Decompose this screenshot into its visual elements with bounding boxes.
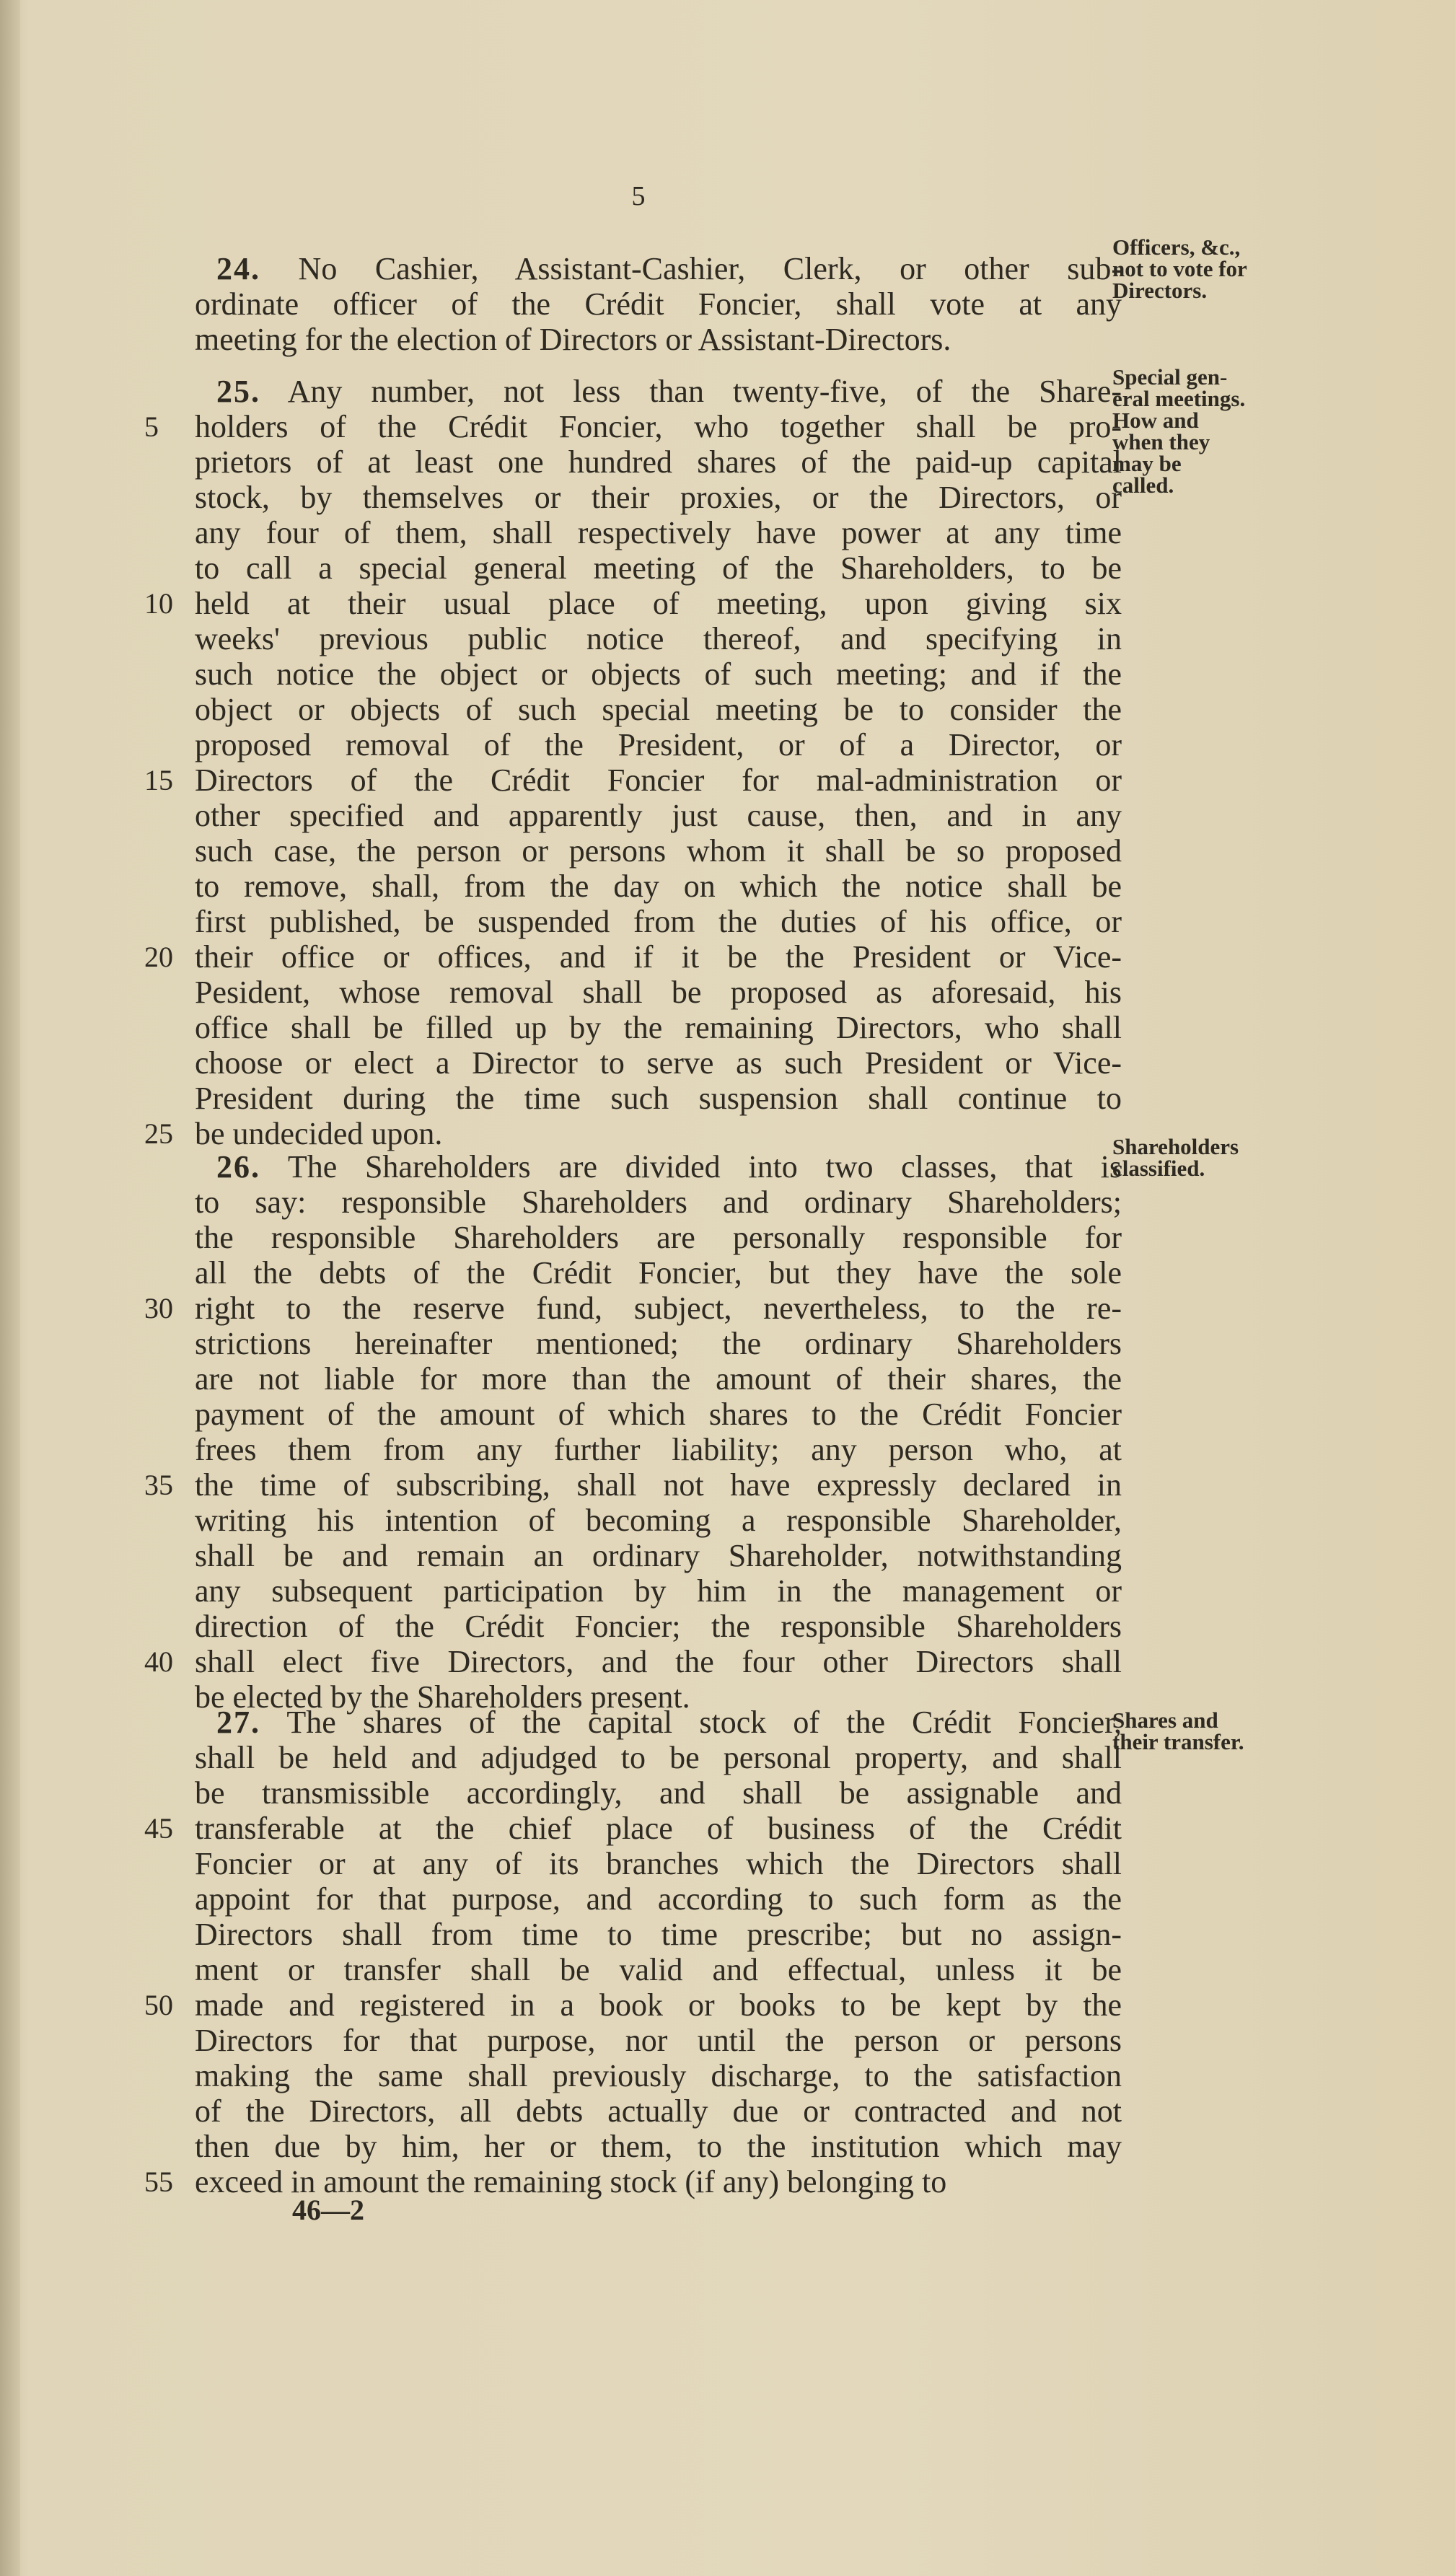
signature-mark: 46—2 bbox=[292, 2194, 364, 2226]
text-line: proposed removal of the President, or of a Director, or bbox=[195, 727, 1122, 762]
line-number: 5 bbox=[144, 410, 159, 443]
text-line: Directors of the Crédit Foncier for mal-administration or bbox=[195, 762, 1122, 798]
line-text: The Shareholders are divided into two classes, that is bbox=[287, 1149, 1122, 1184]
line-number: 40 bbox=[144, 1645, 173, 1678]
text-line: all the debts of the Crédit Foncier, but they have the sole bbox=[195, 1255, 1122, 1291]
line-number: 55 bbox=[144, 2166, 173, 2198]
text-line: right to the reserve fund, subject, nevertheless, to the re- bbox=[195, 1291, 1122, 1326]
margin-note: Special gen- eral meetings. How and when they may be called. bbox=[1112, 364, 1246, 498]
text-line: the responsible Shareholders are personally responsible for bbox=[195, 1220, 1122, 1255]
text-line: weeks' previous public notice thereof, and specifying in bbox=[195, 621, 1122, 656]
text-line: frees them from any further liability; any person who, at bbox=[195, 1432, 1122, 1467]
text-line: direction of the Crédit Foncier; the responsible Shareholders bbox=[195, 1609, 1122, 1644]
text-line: such notice the object or objects of such meeting; and if the bbox=[195, 656, 1122, 692]
text-line: be elected by the Shareholders present. bbox=[195, 1679, 690, 1715]
text-line: making the same shall previously discharge, to the satisfaction bbox=[195, 2058, 1122, 2093]
page-number: 5 bbox=[631, 181, 646, 211]
text-line bbox=[216, 372, 1122, 412]
text-line: prietors of at least one hundred shares of the paid-up capital bbox=[195, 444, 1122, 480]
section-number: 24. bbox=[216, 251, 260, 286]
binding-edge bbox=[0, 0, 20, 2576]
line-number: 50 bbox=[144, 1989, 173, 2021]
margin-note: Officers, &c., not to vote for Directors. bbox=[1112, 234, 1247, 303]
margin-note: Shareholders classified. bbox=[1112, 1134, 1239, 1181]
text-line: shall be held and adjudged to be personal property, and shall bbox=[195, 1740, 1122, 1775]
text-line: then due by him, her or them, to the institution which may bbox=[195, 2129, 1122, 2164]
text-line: President during the time such suspension shall continue to bbox=[195, 1081, 1122, 1116]
text-line: transferable at the chief place of business of the Crédit bbox=[195, 1811, 1122, 1846]
text-line bbox=[216, 1147, 1122, 1187]
text-line: choose or elect a Director to serve as such President or Vice- bbox=[195, 1045, 1122, 1081]
line-text: The shares of the capital stock of the Crédit Foncier, bbox=[286, 1705, 1122, 1740]
section-number: 27. bbox=[216, 1705, 260, 1740]
text-line: shall be and remain an ordinary Shareholder, notwithstanding bbox=[195, 1538, 1122, 1573]
text-line: office shall be filled up by the remaining Directors, who shall bbox=[195, 1010, 1122, 1045]
line-text: Any number, not less than twenty-five, of the Share- bbox=[287, 374, 1122, 409]
text-line bbox=[216, 249, 1122, 289]
text-line: be transmissible accordingly, and shall be assignable and bbox=[195, 1775, 1122, 1811]
text-line: any four of them, shall respectively have power at any time bbox=[195, 515, 1122, 550]
text-line: appoint for that purpose, and according to such form as the bbox=[195, 1881, 1122, 1917]
text-line bbox=[216, 1702, 1122, 1743]
text-line: made and registered in a book or books to be kept by the bbox=[195, 1987, 1122, 2023]
text-line: their office or offices, and if it be the President or Vice- bbox=[195, 939, 1122, 975]
text-line: holders of the Crédit Foncier, who together shall be pro- bbox=[195, 409, 1122, 444]
text-line: held at their usual place of meeting, upon giving six bbox=[195, 586, 1122, 621]
text-line: exceed in amount the remaining stock (if any) belonging to bbox=[195, 2164, 947, 2199]
text-line: payment of the amount of which shares to the Crédit Foncier bbox=[195, 1397, 1122, 1432]
text-line: other specified and apparently just cause, then, and in any bbox=[195, 798, 1122, 833]
text-line: stock, by themselves or their proxies, or the Directors, or bbox=[195, 480, 1122, 515]
text-line: Foncier or at any of its branches which the Directors shall bbox=[195, 1846, 1122, 1881]
text-line: the time of subscribing, shall not have expressly declared in bbox=[195, 1467, 1122, 1503]
text-line: shall elect five Directors, and the four other Directors shall bbox=[195, 1644, 1122, 1679]
text-line: such case, the person or persons whom it shall be so proposed bbox=[195, 833, 1122, 869]
text-line: be undecided upon. bbox=[195, 1116, 443, 1151]
text-line: ment or transfer shall be valid and effectual, unless it be bbox=[195, 1952, 1122, 1987]
text-line: meeting for the election of Directors or Assistant-Directors. bbox=[195, 322, 951, 357]
text-line: writing his intention of becoming a responsible Shareholder, bbox=[195, 1503, 1122, 1538]
text-line: ordinate officer of the Crédit Foncier, shall vote at any bbox=[195, 286, 1122, 322]
text-line: to call a special general meeting of the Shareholders, to be bbox=[195, 550, 1122, 586]
line-number: 35 bbox=[144, 1469, 173, 1501]
text-line: object or objects of such special meeting be to consider the bbox=[195, 692, 1122, 727]
line-number: 45 bbox=[144, 1812, 173, 1845]
line-text: No Cashier, Assistant-Cashier, Clerk, or other sub- bbox=[298, 251, 1122, 286]
line-number: 30 bbox=[144, 1292, 173, 1324]
section-number: 26. bbox=[216, 1149, 260, 1184]
text-line: to say: responsible Shareholders and ordinary Shareholders; bbox=[195, 1184, 1122, 1220]
line-number: 15 bbox=[144, 764, 173, 796]
line-number: 25 bbox=[144, 1117, 173, 1150]
text-line: strictions hereinafter mentioned; the ordinary Shareholders bbox=[195, 1326, 1122, 1361]
text-line: of the Directors, all debts actually due or contracted and not bbox=[195, 2093, 1122, 2129]
section-number: 25. bbox=[216, 374, 260, 409]
text-line: to remove, shall, from the day on which the notice shall be bbox=[195, 869, 1122, 904]
line-number: 10 bbox=[144, 587, 173, 620]
text-line: any subsequent participation by him in the management or bbox=[195, 1573, 1122, 1609]
line-number: 20 bbox=[144, 941, 173, 973]
text-line: are not liable for more than the amount of their shares, the bbox=[195, 1361, 1122, 1397]
text-line: first published, be suspended from the duties of his office, or bbox=[195, 904, 1122, 939]
text-line: Pesident, whose removal shall be proposed as aforesaid, his bbox=[195, 975, 1122, 1010]
text-line: Directors for that purpose, nor until the person or persons bbox=[195, 2023, 1122, 2058]
text-line: Directors shall from time to time prescribe; but no assign- bbox=[195, 1917, 1122, 1952]
margin-note: Shares and their transfer. bbox=[1112, 1707, 1244, 1754]
